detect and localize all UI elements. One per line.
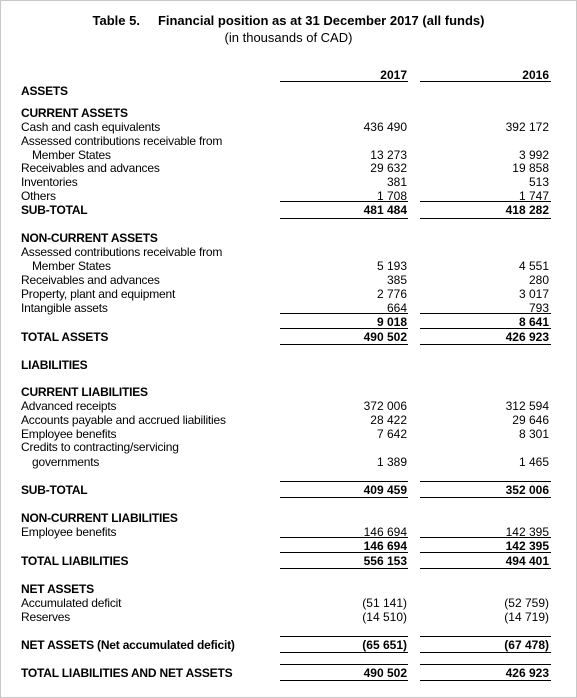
value-2016: 1 747: [518, 189, 549, 203]
row-label: Receivables and advances: [21, 273, 160, 287]
rule-line: [280, 344, 408, 345]
rule-line: [420, 81, 551, 82]
row-label: Employee benefits: [21, 427, 117, 441]
row-label: Assessed contributions receivable from: [21, 134, 223, 148]
table-row: [0, 273, 577, 287]
row-label: LIABILITIES: [21, 358, 88, 372]
rule-line: [420, 552, 551, 553]
row-label: Accounts payable and accrued liabilities: [21, 413, 226, 427]
row-label: SUB-TOTAL: [21, 203, 88, 217]
value-2017: 7 642: [376, 427, 407, 441]
table-row: [0, 330, 577, 344]
column-header-2017: 2017: [380, 68, 407, 82]
table-row: [0, 385, 577, 399]
value-2016: (14 719): [504, 610, 549, 624]
rule-line: [280, 218, 408, 219]
value-2016: 312 594: [505, 399, 549, 413]
row-label: NON-CURRENT ASSETS: [21, 231, 158, 245]
rule-line: [420, 201, 551, 202]
value-2017: 5 193: [376, 259, 407, 273]
rule-line: [420, 328, 551, 329]
row-label: Member States: [32, 259, 111, 273]
table-row: [0, 440, 577, 454]
value-2017: 28 422: [370, 413, 407, 427]
value-2017: 146 694: [363, 539, 407, 553]
rule-line: [280, 568, 408, 569]
value-2016: 8 301: [518, 427, 549, 441]
table-row: [0, 287, 577, 301]
table-row: [0, 231, 577, 245]
rule-line: [280, 636, 408, 637]
row-label: Receivables and advances: [21, 161, 160, 175]
value-2016: 426 923: [505, 666, 549, 680]
table-row: [0, 638, 577, 652]
table-row: [0, 315, 577, 329]
rule-line: [420, 636, 551, 637]
row-label: NON-CURRENT LIABILITIES: [21, 511, 178, 525]
value-2017: 2 776: [376, 287, 407, 301]
value-2017: (65 651): [362, 638, 407, 652]
table-row: [0, 84, 577, 98]
table-row: [0, 413, 577, 427]
value-2017: 1 389: [376, 455, 407, 469]
row-label: TOTAL ASSETS: [21, 330, 109, 344]
table-number: Table 5.: [92, 13, 140, 28]
row-label: ASSETS: [21, 84, 68, 98]
value-2017: 436 490: [363, 120, 407, 134]
table-row: [0, 148, 577, 162]
row-label: Property, plant and equipment: [21, 287, 176, 301]
table-row: [0, 554, 577, 568]
value-2016: 3 017: [518, 287, 549, 301]
value-2016: (52 759): [504, 596, 549, 610]
value-2016: (67 478): [504, 638, 549, 652]
value-2017: 409 459: [363, 483, 407, 497]
value-2017: 556 153: [363, 554, 407, 568]
column-header-2016: 2016: [522, 68, 549, 82]
row-label: governments: [32, 455, 100, 469]
value-2017: (14 510): [362, 610, 407, 624]
value-2017: 664: [386, 301, 407, 315]
rule-line: [280, 664, 408, 665]
value-2017: 1 708: [376, 189, 407, 203]
rule-line: [280, 537, 408, 538]
table-row: [0, 134, 577, 148]
table-row: [0, 203, 577, 217]
table-row: [0, 120, 577, 134]
row-label: NET ASSETS: [21, 582, 94, 596]
table-row: [0, 666, 577, 680]
value-2016: 19 858: [512, 161, 549, 175]
value-2017: 9 018: [376, 315, 407, 329]
value-2017: 381: [386, 175, 407, 189]
rule-line: [280, 313, 408, 314]
value-2016: 29 646: [512, 413, 549, 427]
table-row: [0, 455, 577, 469]
value-2017: 372 006: [363, 399, 407, 413]
rule-line: [420, 680, 551, 681]
value-2016: 142 395: [505, 539, 549, 553]
row-label: CURRENT LIABILITIES: [21, 385, 148, 399]
rule-line: [420, 313, 551, 314]
rule-line: [420, 568, 551, 569]
value-2017: 490 502: [363, 330, 407, 344]
rule-line: [280, 552, 408, 553]
row-label: Cash and cash equivalents: [21, 120, 161, 134]
value-2017: 490 502: [363, 666, 407, 680]
value-2016: 8 641: [518, 315, 549, 329]
table-row: [0, 483, 577, 497]
table-row: [0, 427, 577, 441]
table-row: [0, 259, 577, 273]
rule-line: [280, 680, 408, 681]
row-label: Others: [21, 189, 56, 203]
row-label: Intangible assets: [21, 301, 108, 315]
rule-line: [280, 328, 408, 329]
value-2016: 418 282: [505, 203, 549, 217]
table-row: [0, 175, 577, 189]
value-2016: 793: [528, 301, 549, 315]
row-label: Accumulated deficit: [21, 596, 122, 610]
row-label: Member States: [32, 148, 111, 162]
rule-line: [420, 537, 551, 538]
rule-line: [420, 497, 551, 498]
value-2016: 3 992: [518, 148, 549, 162]
rule-line: [280, 652, 408, 653]
table-row: [0, 161, 577, 175]
table-row: [0, 582, 577, 596]
rule-line: [420, 218, 551, 219]
value-2016: 352 006: [505, 483, 549, 497]
value-2016: 4 551: [518, 259, 549, 273]
value-2017: 29 632: [370, 161, 407, 175]
table-title: [0, 13, 577, 28]
value-2016: 392 172: [505, 120, 549, 134]
value-2016: 142 395: [505, 525, 549, 539]
value-2017: 13 273: [370, 148, 407, 162]
row-label: TOTAL LIABILITIES: [21, 554, 129, 568]
row-label: Assessed contributions receivable from: [21, 245, 223, 259]
rule-line: [280, 497, 408, 498]
value-2017: 146 694: [363, 525, 407, 539]
value-2017: 481 484: [363, 203, 407, 217]
rule-line: [420, 481, 551, 482]
table-row: [0, 358, 577, 372]
row-label: Employee benefits: [21, 525, 117, 539]
table-row: [0, 596, 577, 610]
row-label: NET ASSETS (Net accumulated deficit): [21, 638, 235, 652]
row-label: CURRENT ASSETS: [21, 106, 128, 120]
rule-line: [280, 481, 408, 482]
table-row: [0, 106, 577, 120]
value-2016: 280: [528, 273, 549, 287]
table-row: [0, 610, 577, 624]
value-2016: 1 465: [518, 455, 549, 469]
value-2016: 494 401: [505, 554, 549, 568]
table-row: [0, 245, 577, 259]
table-row: [0, 539, 577, 553]
rule-line: [420, 344, 551, 345]
table-subtitle: (in thousands of CAD): [224, 30, 353, 45]
value-2016: 426 923: [505, 330, 549, 344]
row-label: Reserves: [21, 610, 71, 624]
table-row: [0, 511, 577, 525]
row-label: Advanced receipts: [21, 399, 117, 413]
rule-line: [420, 664, 551, 665]
rule-line: [280, 201, 408, 202]
row-label: Credits to contracting/servicing: [21, 440, 179, 454]
value-2016: 513: [528, 175, 549, 189]
row-label: SUB-TOTAL: [21, 483, 88, 497]
rule-line: [420, 652, 551, 653]
row-label: Inventories: [21, 175, 78, 189]
row-label: TOTAL LIABILITIES AND NET ASSETS: [21, 666, 233, 680]
rule-line: [280, 81, 408, 82]
table-title-text: Financial position as at 31 December 2017 (all funds): [157, 13, 485, 28]
table-row: [0, 399, 577, 413]
value-2017: 385: [386, 273, 407, 287]
value-2017: (51 141): [362, 596, 407, 610]
